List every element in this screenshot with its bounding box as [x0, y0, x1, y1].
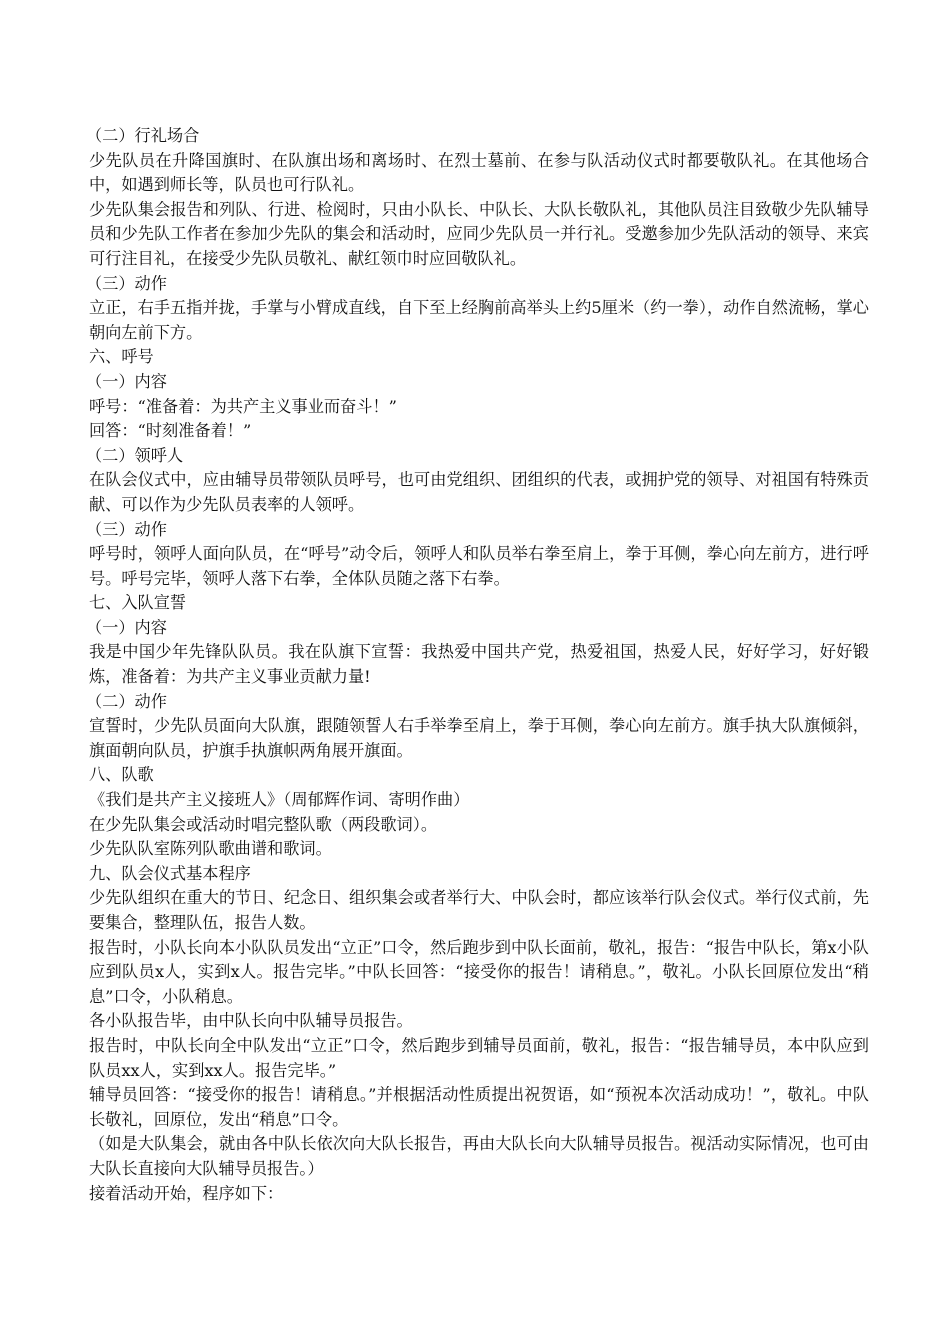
paragraph-line: 少先队集会报告和列队、行进、检阅时，只由小队长、中队长、大队长敬队礼，其他队员注目致敬少先队辅导员和少先队工作者在参加少先队的集会和活动时，应同少先队员一并行礼。受邀参加少先队活动的领导、来宾可行注目礼，在接受少先队员敬礼、献红领巾时应回敬队礼。	[89, 199, 869, 268]
section-heading: 九、队会仪式基本程序	[89, 863, 251, 883]
paragraph-line: 少先队组织在重大的节日、纪念日、组织集会或者举行大、中队会时，都应该举行队会仪式。举行仪式前，先要集合，整理队伍，报告人数。	[89, 888, 869, 932]
paragraph-line: 少先队员在升降国旗时、在队旗出场和离场时、在烈士墓前、在参与队活动仪式时都要敬队礼。在其他场合中，如遇到师长等，队员也可行队礼。	[89, 150, 869, 195]
subheading-line: （二）领呼人	[86, 445, 184, 465]
paragraph-line: 报告时，小队长向本小队队员发出“立正”口令，然后跑步到中队长面前，敬礼，报告：“报告中队长，第x小队应到队员x人，实到x人。报告完毕。”中队长回答：“接受你的报告！请稍息。”，敬礼。小队长回原位发出“稍息”口令，小队稍息。	[89, 937, 869, 1006]
paragraph-line: 辅导员回答：“接受你的报告！请稍息。”并根据活动性质提出祝贺语，如“预祝本次活动成功！”，敬礼。中队长敬礼，回原位，发出“稍息”口令。	[89, 1085, 869, 1129]
section-heading: 六、呼号	[89, 347, 154, 367]
document-body	[86, 124, 869, 1206]
paragraph-line: 少先队队室陈列队歌曲谱和歌词。	[89, 839, 332, 859]
paragraph-line: 我是中国少年先锋队队员。我在队旗下宣誓：我热爱中国共产党，热爱祖国，热爱人民，好好学习，好好锻炼，准备着：为共产主义事业贡献力量!	[89, 642, 869, 687]
paragraph-line: 呼号：“准备着：为共产主义事业而奋斗！”	[89, 396, 397, 416]
subheading-line: （三）动作	[86, 519, 167, 539]
subheading-line: （二）动作	[86, 691, 167, 711]
subheading-line: （三）动作	[86, 273, 167, 293]
section-heading: 七、入队宣誓	[89, 593, 187, 613]
paragraph-line: 在少先队集会或活动时唱完整队歌（两段歌词）。	[89, 814, 438, 834]
paragraph-line: 接着活动开始，程序如下：	[89, 1183, 284, 1203]
paragraph-line: （如是大队集会，就由各中队长依次向大队长报告，再由大队长向大队辅导员报告。视活动实际情况，也可由大队长直接向大队辅导员报告。）	[89, 1134, 869, 1178]
paragraph-line: 回答：“时刻准备着！”	[89, 421, 252, 441]
section-heading: 八、队歌	[89, 765, 154, 785]
subheading-line: （一）内容	[86, 617, 167, 637]
paragraph-line: 呼号时，领呼人面向队员，在“呼号”动令后，领呼人和队员举右拳至肩上，拳于耳侧，拳心向左前方，进行呼号。呼号完毕，领呼人落下右拳，全体队员随之落下右拳。	[89, 544, 869, 588]
subheading-line: （二）行礼场合	[86, 126, 200, 145]
paragraph-line: 报告时，中队长向全中队发出“立正”口令，然后跑步到辅导员面前，敬礼，报告：“报告辅导员，本中队应到队员xx人，实到xx人。报告完毕。”	[89, 1035, 869, 1080]
subheading-line: （一）内容	[86, 371, 167, 391]
paragraph-line: 《我们是共产主义接班人》（周郁辉作词、寄明作曲）	[89, 790, 470, 810]
paragraph-line: 宣誓时，少先队员面向大队旗，跟随领誓人右手举拳至肩上，拳于耳侧，拳心向左前方。旗手执大队旗倾斜，旗面朝向队员，护旗手执旗帜两角展开旗面。	[89, 716, 869, 760]
paragraph-line: 立正，右手五指并拢，手掌与小臂成直线，自下至上经胸前高举头上约5厘米（约一拳），动作自然流畅，掌心朝向左前下方。	[89, 298, 869, 342]
paragraph-line: 在队会仪式中，应由辅导员带领队员呼号，也可由党组织、团组织的代表，或拥护党的领导、对祖国有特殊贡献、可以作为少先队员表率的人领呼。	[89, 470, 869, 514]
paragraph-line: 各小队报告毕，由中队长向中队辅导员报告。	[89, 1011, 413, 1031]
